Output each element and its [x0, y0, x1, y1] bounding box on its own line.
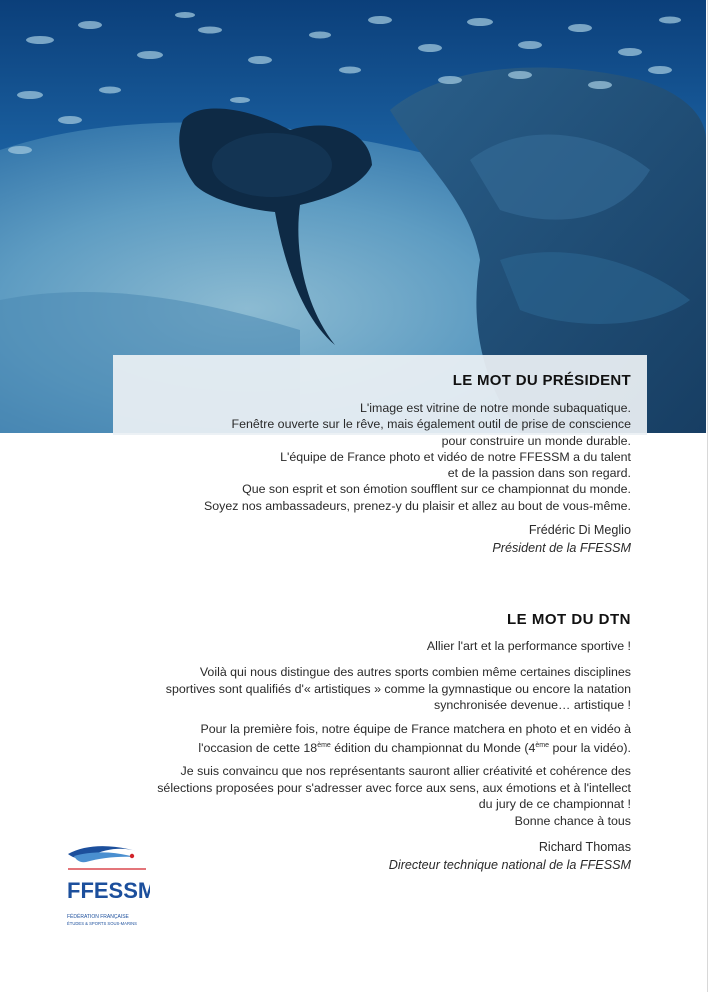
dtn-line: sportives sont qualifiés d'« artistiques » comme la gymnastique ou encore la natation: [165, 681, 631, 696]
dtn-text: édition du championnat du Monde (4: [330, 740, 536, 755]
dtn-line: Pour la première fois, notre équipe de France matchera en photo et en vidéo à: [200, 722, 631, 736]
president-message: [204, 400, 631, 514]
dtn-text: l'occasion de cette 18: [198, 740, 318, 755]
president-line: L'équipe de France photo et vidéo de notre FFESSM a du talent: [280, 449, 631, 464]
dtn-heading: LE MOT DU DTN: [507, 611, 631, 628]
president-line: Que son esprit et son émotion soufflent sur ce championnat du monde.: [242, 482, 631, 497]
logo-line-1: FÉDÉRATION FRANÇAISE: [67, 914, 129, 920]
ffessm-logo: [66, 842, 150, 932]
president-line: pour construire un monde durable.: [441, 433, 631, 448]
dtn-line: sélections proposées pour s'adresser avec force aux sens, aux émotions et à l'intellect: [157, 780, 631, 795]
dtn-line: synchronisée devenue… artistique !: [434, 698, 631, 712]
dtn-role: Directeur technique national de la FFESSM: [388, 858, 631, 872]
president-heading: LE MOT DU PRÉSIDENT: [452, 372, 631, 389]
president-line: Fenêtre ouverte sur le rêve, mais également outil de prise de conscience: [231, 417, 631, 432]
dtn-text: pour la vidéo).: [549, 740, 631, 755]
dtn-line: Voilà qui nous distingue des autres sports combien même certaines disciplines: [199, 665, 631, 679]
president-signature: [492, 521, 631, 557]
dtn-paragraph-2: [91, 664, 631, 714]
logo-line-2: ÉTUDES & SPORTS SOUS-MARINS: [67, 921, 137, 926]
dtn-name: Richard Thomas: [538, 840, 631, 854]
dtn-line-edition: [91, 738, 631, 757]
dtn-paragraph-3: [91, 721, 631, 756]
logo-wordmark: FFESSM: [67, 878, 150, 903]
ffessm-logo-mark: [66, 842, 150, 932]
president-line: Soyez nos ambassadeurs, prenez-y du plaisir et allez au bout de vous-même.: [203, 498, 631, 513]
dtn-paragraph-4: [91, 763, 631, 829]
president-line: et de la passion dans son regard.: [447, 466, 631, 481]
president-line: L'image est vitrine de notre monde subaquatique.: [359, 401, 631, 415]
dtn-line: du jury de ce championnat !: [478, 797, 631, 811]
dtn-signature: [389, 838, 631, 874]
dtn-line: Je suis convaincu que nos représentants sauront allier créativité et cohérence des: [180, 764, 631, 778]
superscript: ème: [535, 741, 550, 749]
dtn-closing: Bonne chance à tous: [514, 813, 631, 828]
superscript: ème: [317, 741, 331, 749]
dtn-paragraph-1: Allier l'art et la performance sportive !: [426, 639, 631, 653]
president-role: Président de la FFESSM: [492, 541, 631, 555]
president-name: Frédéric Di Meglio: [528, 523, 631, 537]
